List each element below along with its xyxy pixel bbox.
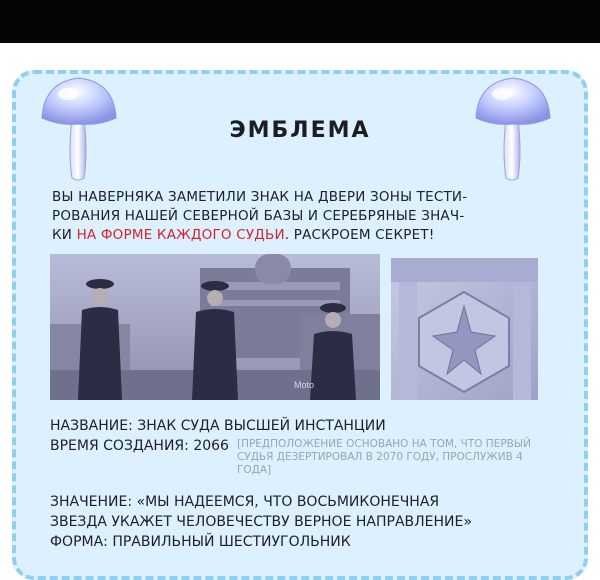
emblem-meta bbox=[50, 416, 560, 477]
emblem-created: ВРЕМЯ СОЗДАНИЯ: 2066 bbox=[50, 438, 229, 454]
intro-line-1: ВЫ НАВЕРНЯКА ЗАМЕТИЛИ ЗНАК НА ДВЕРИ ЗОНЫ ТЕСТИ- bbox=[52, 189, 468, 205]
emblem-created-row bbox=[50, 436, 560, 477]
photo-watermark: Moto bbox=[294, 380, 315, 390]
intro-line-2: РОВАНИЯ НАШЕЙ СЕВЕРНОЙ БАЗЫ И СЕРЕБРЯНЫЕ ЗНАЧ- bbox=[52, 208, 465, 224]
emblem-shape: ФОРМА: ПРАВИЛЬНЫЙ ШЕСТИУГОЛЬНИК bbox=[50, 534, 351, 550]
top-black-bar bbox=[0, 0, 600, 43]
meaning-line-1: ЗНАЧЕНИЕ: «МЫ НАДЕЕМСЯ, ЧТО ВОСЬМИКОНЕЧНАЯ bbox=[50, 494, 440, 510]
intro-line-3-end: . РАСКРОЕМ СЕКРЕТ! bbox=[284, 227, 435, 243]
page-title: ЭМБЛЕМА bbox=[229, 118, 371, 143]
meaning-line-2: ЗВЕЗДА УКАЖЕТ ЧЕЛОВЕЧЕСТВУ ВЕРНОЕ НАПРАВЛЕНИЕ» bbox=[50, 514, 472, 530]
intro-text bbox=[52, 188, 552, 245]
emblem-name: НАЗВАНИЕ: ЗНАК СУДА ВЫСШЕЙ ИНСТАНЦИИ bbox=[50, 418, 386, 434]
emblem-created-note: [ПРЕДПОЛОЖЕНИЕ ОСНОВАНО НА ТОМ, ЧТО ПЕРВЫЙ СУДЬЯ ДЕЗЕРТИРОВАЛ В 2070 ГОДУ, ПРОСЛУЖИВ 4 ГОДА] bbox=[236, 438, 531, 476]
judges-photo bbox=[50, 254, 380, 400]
mushroom-icon-left bbox=[38, 74, 120, 182]
intro-line-3-start: КИ bbox=[52, 227, 77, 243]
intro-line-3 bbox=[52, 226, 552, 245]
emblem-door-photo bbox=[391, 258, 538, 400]
emblem-meaning bbox=[50, 492, 560, 552]
mushroom-icon-right bbox=[472, 74, 554, 182]
intro-highlight: НА ФОРМЕ КАЖДОГО СУДЬИ bbox=[76, 227, 285, 243]
